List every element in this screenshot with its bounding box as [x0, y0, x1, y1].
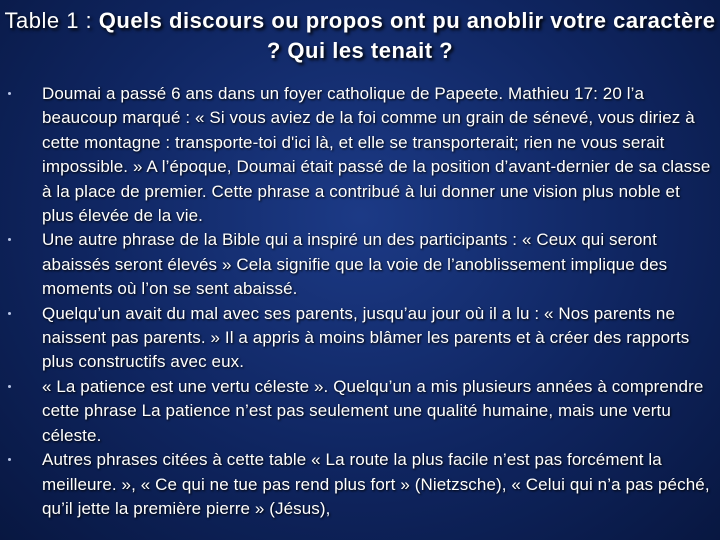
- bullet-item: [0, 448, 720, 521]
- bullet-icon: [8, 238, 11, 241]
- slide-title: [0, 6, 720, 66]
- bullet-text: « La patience est une vertu céleste ». Quelqu’un a mis plusieurs années à comprendre cette phrase La patience n’est pas seulement une qualité humaine, mais une vertu céleste.: [42, 376, 704, 445]
- bullet-item: [0, 302, 720, 375]
- bullet-item: [0, 375, 720, 448]
- bullet-item: [0, 82, 720, 228]
- bullet-text: Quelqu’un avait du mal avec ses parents, jusqu’au jour où il a lu : « Nos parents ne naissent pas parents. » Il a appris à moins blâmer les parents et à créer des rapports plus constructifs avec eux.: [42, 303, 690, 372]
- slide-title-main: Quels discours ou propos ont pu anoblir votre caractère ? Qui les tenait ?: [98, 8, 716, 63]
- bullet-icon: [8, 92, 11, 95]
- bullet-text: Autres phrases citées à cette table « La route la plus facile n’est pas forcément la meilleure. », « Ce qui ne tue pas rend plus fort » (Nietzsche), « Celui qui n’a pas péché, qu’il jette la première pierre » (Jésus),: [42, 450, 710, 518]
- bullet-icon: [8, 458, 11, 461]
- bullet-icon: [8, 312, 11, 315]
- bullet-item: [0, 228, 720, 301]
- slide-title-prefix: Table 1 :: [4, 8, 99, 33]
- bullet-list: [0, 82, 720, 521]
- bullet-text: Doumai a passé 6 ans dans un foyer catholique de Papeete. Mathieu 17: 20 l’a beaucoup marqué : « Si vous aviez de la foi comme un grain de sénevé, vous diriez à cette montagne : transporte-toi d'ici là, et elle se transporterait; rien ne vous serait impossible. » A l’époque, Doumai était passé de la position d’avant-dernier de sa classe à la place de premier. Cette phrase a contribué à lui donner une vision plus noble et plus élevée de la vie.: [42, 84, 711, 226]
- bullet-icon: [8, 385, 11, 388]
- bullet-text: Une autre phrase de la Bible qui a inspiré un des participants : « Ceux qui seront abaissés seront élevés » Cela signifie que la voie de l’anoblissement implique des moments où l’on se sent abaissé.: [42, 230, 668, 299]
